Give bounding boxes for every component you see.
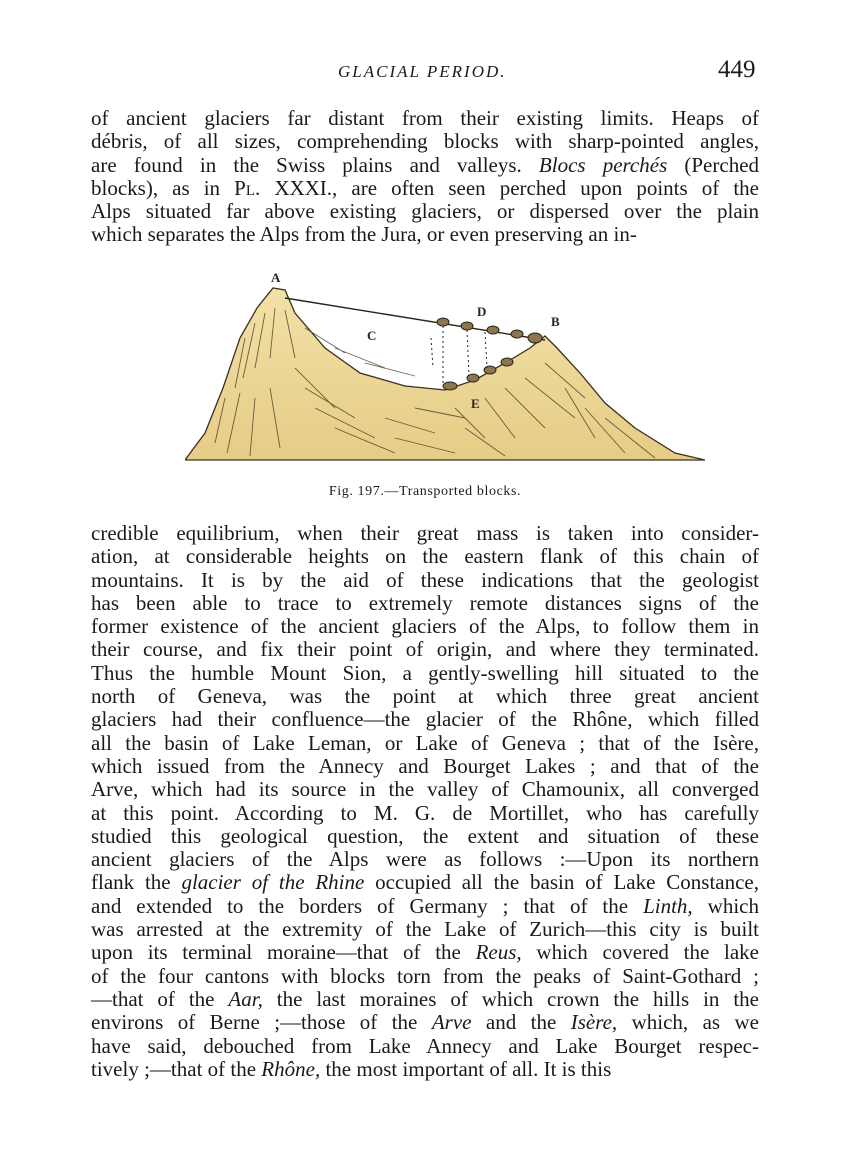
text-line: and extended to the borders of Germany ; that of the Linth, which	[91, 893, 759, 918]
text-line: which separates the Alps from the Jura, or even preserving an in-	[91, 222, 637, 247]
text-line: are found in the Swiss plains and valleys. Blocs perchés (Perched	[91, 152, 760, 177]
text-line: glaciers had their confluence—the glacier of the Rhône, which filled	[91, 707, 759, 732]
mountain-shape	[185, 288, 705, 460]
running-head: GLACIAL PERIOD.	[338, 62, 507, 81]
text-line: ancient glaciers of the Alps were as follows :—Upon its northern	[91, 847, 759, 872]
text-line: débris, of all sizes, comprehending blocks with sharp-pointed angles,	[91, 129, 759, 154]
text-line: mountains. It is by the aid of these indications that the geologist	[91, 567, 759, 592]
text-line: blocks), as in Pl. XXXI., are often seen perched upon points of the	[91, 175, 759, 200]
text-line: tively ;—that of the Rhône, the most important of all. It is this	[91, 1056, 612, 1081]
text-line: which issued from the Annecy and Bourget Lakes ; and that of the	[91, 753, 759, 778]
text-line: Arve, which had its source in the valley of Chamounix, all converged	[91, 777, 759, 802]
text-line: all the basin of Lake Leman, or Lake of Geneva ; that of the Isère,	[91, 730, 759, 755]
text-line: ation, at considerable heights on the eastern flank of this chain of	[91, 544, 759, 569]
text-line: of the four cantons with blocks torn from the peaks of Saint-Gothard ;	[91, 963, 759, 988]
text-line: have said, debouched from Lake Annecy and Lake Bourget respec-	[91, 1033, 759, 1058]
text-line: —that of the Aar, the last moraines of which crown the hills in the	[91, 986, 759, 1011]
text-line: their course, and fix their point of origin, and where they terminated.	[91, 637, 759, 662]
text-line: environs of Berne ;—those of the Arve and the Isère, which, as we	[91, 1010, 759, 1035]
text-line: upon its terminal moraine—that of the Reus, which covered the lake	[91, 940, 759, 965]
body-paragraph-bottom	[91, 522, 759, 1081]
text-line: at this point. According to M. G. de Mortillet, who has carefully	[91, 800, 759, 825]
text-line: credible equilibrium, when their great mass is taken into consider-	[91, 521, 759, 545]
figure-label-d: D	[477, 304, 487, 319]
glacier-surface-line	[285, 298, 545, 340]
text-line: north of Geneva, was the point at which three great ancient	[91, 684, 759, 709]
fall-lines	[431, 326, 487, 384]
figure-label-b: B	[551, 314, 560, 329]
text-line: of ancient glaciers far distant from their existing limits. Heaps of	[91, 106, 759, 130]
figure-label-c: C	[367, 328, 377, 343]
text-line: Thus the humble Mount Sion, a gently-swelling hill situated to the	[91, 660, 759, 685]
text-line: flank the glacier of the Rhine occupied all the basin of Lake Constance,	[91, 870, 759, 895]
text-line: was arrested at the extremity of the Lake of Zurich—this city is built	[91, 917, 759, 942]
figure-transported-blocks	[185, 268, 705, 466]
mountain-illustration	[185, 268, 705, 466]
figure-label-a: A	[271, 270, 281, 285]
text-line: former existence of the ancient glaciers of the Alps, to follow them in	[91, 614, 759, 639]
figure-label-e: E	[471, 396, 480, 411]
text-line: Alps situated far above existing glaciers, or dispersed over the plain	[91, 199, 759, 224]
body-paragraph-top	[91, 107, 759, 247]
figure-caption: Fig. 197.—Transported blocks.	[328, 484, 522, 499]
text-line: has been able to trace to extremely remote distances signs of the	[91, 590, 759, 615]
page-number: 449	[718, 56, 756, 83]
text-line: studied this geological question, the extent and situation of these	[91, 823, 759, 848]
